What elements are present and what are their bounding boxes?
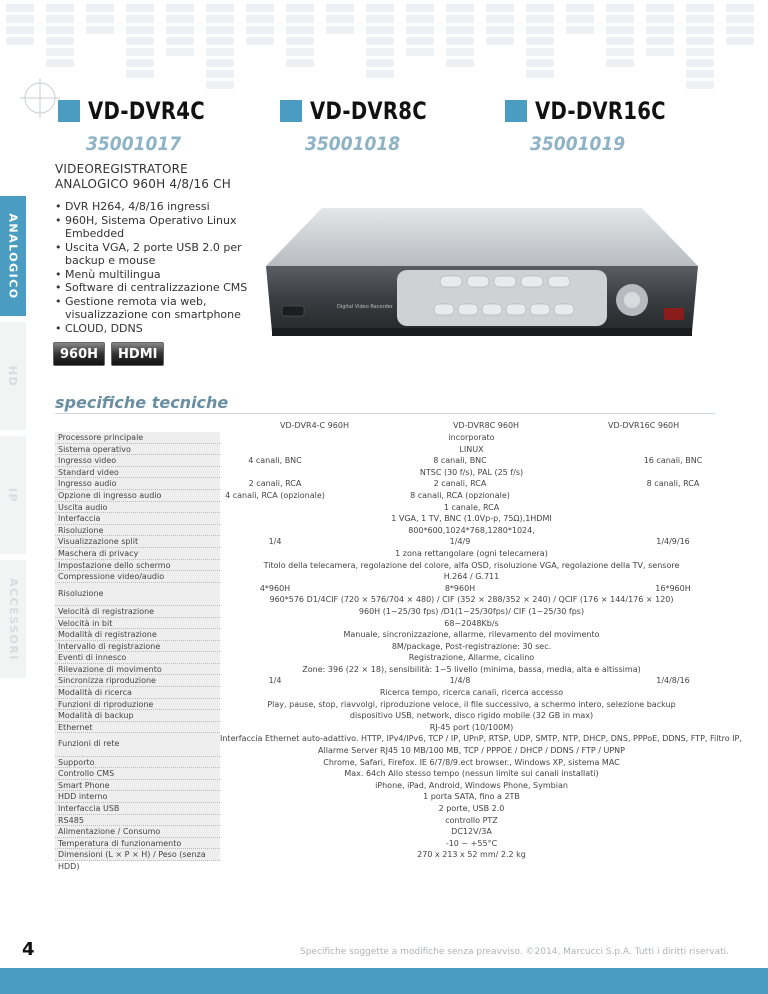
spec-value: LINUX (459, 444, 484, 454)
spec-label: Velocità in bit (55, 618, 220, 630)
spec-column-header: VD-DVR16C 960H (608, 421, 680, 430)
spec-value-cell (220, 641, 723, 653)
spec-value-cell (220, 618, 723, 630)
badge-960h: 960H (53, 342, 105, 366)
device-brand-text: Digital Video Recorder (337, 304, 393, 310)
tab-label: ACCESSORI (6, 577, 20, 661)
dvr-product-image (262, 204, 702, 344)
spec-value: 1/4 (268, 537, 282, 547)
spec-label: Impostazione dello schermo (55, 560, 220, 572)
spec-column-header: VD-DVR4-C 960H (280, 421, 349, 430)
model-name: VD-DVR16C (535, 97, 666, 125)
spec-label: Processore principale (55, 432, 220, 444)
spec-value-cell (220, 432, 723, 444)
spec-value: Allarme Server RJ45 10 MB/100 MB, TCP / PPPOE / DHCP / DDNS / FTP / UPNP (318, 746, 625, 756)
spec-row (55, 722, 723, 734)
spec-value: 960*576 D1/4CIF (720 × 576/704 × 480) / CIF (352 × 288/352 × 240) / QCIF (176 × 144/176 × 120) (269, 595, 674, 605)
spec-label: Sistema operativo (55, 444, 220, 456)
spec-heading: specifiche tecniche (55, 393, 229, 412)
spec-value-cell (220, 710, 723, 722)
spec-label: Alimentazione / Consumo (55, 826, 220, 838)
badge-hdmi: HDMI (111, 342, 164, 366)
spec-value: dispositivo USB, network, disco rigido mobile (32 GB in max) (349, 711, 594, 721)
spec-label: Compressione video/audio (55, 571, 220, 583)
spec-row (55, 490, 723, 502)
spec-value: 16 canali, BNC (643, 456, 703, 466)
divider (55, 413, 715, 414)
spec-label: Modalità di registrazione (55, 629, 220, 641)
spec-value: 1/4 (268, 676, 282, 686)
spec-row (55, 826, 723, 838)
tab-hd[interactable] (0, 322, 26, 430)
spec-label: Interfaccia USB (55, 803, 220, 815)
spec-row (55, 675, 723, 687)
spec-row (55, 478, 723, 490)
spec-label: Smart Phone (55, 780, 220, 792)
spec-value: 1/4/8/16 (656, 676, 690, 686)
tab-label: HD (6, 365, 20, 387)
spec-values (220, 478, 723, 490)
spec-label: Opzione di ingresso audio (55, 490, 220, 502)
spec-label: Controllo CMS (55, 768, 220, 780)
spec-label: Rilevazione di movimento (55, 664, 220, 676)
spec-row (55, 803, 723, 815)
spec-value: Play, pause, stop, riavvolgi, riproduzione veloce, il file successivo, a schermo intero, selezione backup (267, 699, 676, 709)
spec-row (55, 629, 723, 641)
spec-row (55, 733, 742, 756)
spec-values (220, 536, 723, 548)
spec-value-cell (220, 780, 723, 792)
spec-row (55, 444, 723, 456)
spec-row (55, 560, 723, 572)
spec-value: Registrazione, Allarme, cicalino (408, 653, 535, 663)
product-title-line: VIDEOREGISTRATORE (55, 162, 188, 176)
spec-value-cell (220, 826, 723, 838)
spec-value-cell (220, 548, 723, 560)
spec-label: Standard video (55, 467, 220, 479)
spec-value: iPhone, iPad, Android, Windows Phone, Symbian (375, 780, 568, 790)
spec-value-cell (220, 571, 723, 583)
spec-value: 1/4/9/16 (656, 537, 690, 547)
spec-value: 4*960H (259, 583, 291, 593)
spec-value: 2 canali, RCA (248, 479, 302, 489)
spec-label: Ethernet (55, 722, 220, 734)
spec-table (55, 418, 742, 871)
spec-row (55, 525, 723, 537)
spec-value-cell (220, 629, 723, 641)
spec-row (55, 687, 723, 699)
spec-value: 8*960H (444, 583, 476, 593)
spec-row (55, 513, 723, 525)
spec-label: Visualizzazione split (55, 536, 220, 548)
spec-value: Max. 64ch Allo stesso tempo (nessun limite sui canali installati) (344, 769, 599, 779)
spec-value: 270 x 213 x 52 mm/ 2.2 kg (417, 850, 526, 860)
spec-value-cell (220, 560, 723, 572)
spec-row (55, 432, 723, 444)
spec-row (55, 606, 723, 618)
spec-value: 16*960H (655, 583, 691, 593)
spec-value-cell (220, 768, 723, 780)
spec-row (55, 664, 723, 676)
feature-item: • Menù multilingua (55, 268, 275, 282)
page-number: 4 (22, 939, 35, 960)
spec-value: -10 ~ +55°C (445, 838, 498, 848)
tab-label: ANALOGICO (6, 212, 20, 300)
spec-values (220, 455, 723, 467)
product-title (55, 162, 231, 192)
spec-value-cell (220, 838, 723, 850)
spec-row (55, 699, 723, 711)
feature-item: • Uscita VGA, 2 porte USB 2.0 per backup e mouse (55, 241, 275, 268)
feature-item: • 960H, Sistema Operativo Linux Embedded (55, 214, 275, 241)
spec-values (220, 583, 723, 606)
feature-badges (53, 342, 164, 366)
spec-value: Chrome, Safari, Firefox. IE 6/7/8/9.ect browser., Windows XP, sistema MAC (323, 757, 620, 767)
spec-label: HDD interno (55, 791, 220, 803)
spec-row (55, 652, 723, 664)
spec-value-cell (220, 606, 723, 618)
spec-value-cell (220, 791, 723, 803)
model-name: VD-DVR4C (88, 97, 205, 125)
model-code: 35001019 (530, 133, 626, 155)
spec-label: Interfaccia (55, 513, 220, 525)
spec-value-cell (220, 849, 723, 861)
spec-row (55, 641, 723, 653)
spec-label: Dimensioni (L × P × H) / Peso (senza HDD) (55, 849, 220, 861)
model-code: 35001017 (86, 133, 182, 155)
spec-value: 8M/package, Post-registrazione: 30 sec. (391, 641, 552, 651)
spec-value: 2 canali, RCA (433, 479, 487, 489)
spec-label: Modalità di ricerca (55, 687, 220, 699)
feature-item: • DVR H264, 4/8/16 ingressi (55, 200, 275, 214)
spec-label: Uscita audio (55, 502, 220, 514)
spec-value: 1 porta SATA, fino a 2TB (423, 792, 520, 802)
spec-label: Funzioni di riproduzione (55, 699, 220, 711)
spec-row (55, 768, 723, 780)
spec-value-cell (220, 513, 723, 525)
spec-value: Zone: 396 (22 × 18), sensibilità: 1~5 livello (minima, bassa, media, alta e altissima) (302, 664, 641, 674)
header-pattern (0, 0, 768, 90)
spec-value: 960H (1~25/30 fps) /D1(1~25/30fps)/ CIF (1~25/30 fps) (358, 606, 585, 616)
spec-row (55, 849, 723, 871)
spec-value-cell (220, 444, 723, 456)
spec-label: Eventi di innesco (55, 652, 220, 664)
spec-value-cell (220, 502, 723, 514)
spec-value: controllo PTZ (445, 815, 498, 825)
bottom-bar (0, 968, 768, 994)
spec-label: Supporto (55, 757, 220, 769)
spec-values (220, 490, 723, 502)
model-header-4c (58, 96, 231, 126)
spec-label: Ingresso audio (55, 478, 220, 490)
spec-label: Intervallo di registrazione (55, 641, 220, 653)
spec-value: 1 canale, RCA (443, 502, 500, 512)
spec-row (55, 791, 723, 803)
product-title-line: ANALOGICO 960H 4/8/16 CH (55, 177, 231, 191)
spec-value: 1 zona rettangolare (ogni telecamera) (395, 548, 548, 558)
spec-label: Sincronizza riproduzione (55, 675, 220, 687)
spec-value-cell (220, 722, 723, 734)
spec-value: 2 porte, USB 2.0 (438, 804, 505, 813)
spec-value-cell (220, 664, 723, 676)
spec-label: Modalità di backup (55, 710, 220, 722)
spec-value-cell (220, 815, 723, 827)
spec-value: RJ-45 port (10/100M) (429, 722, 514, 732)
spec-value: 8 canali, RCA (646, 479, 700, 489)
spec-row (55, 536, 723, 548)
spec-value: 4 canali, RCA (opzionale) (225, 490, 325, 500)
spec-value-cell (220, 699, 723, 711)
spec-value-cell (220, 652, 723, 664)
spec-row (55, 710, 723, 722)
spec-value: 68~2048Kb/s (444, 618, 499, 628)
spec-value: 1/4/9 (449, 537, 471, 547)
spec-value: 1/4/8 (449, 676, 471, 686)
spec-value-cell (220, 757, 723, 769)
feature-item: • CLOUD, DDNS (55, 322, 275, 336)
spec-value: Interfaccia Ethernet auto-adattivo. HTTP, IPv4/IPv6, TCP / IP, UPnP, RTSP, UDP, SMTP, NTP, DHCP, DNS, PPPoE, DDNS, FTP, Filtro IP, (220, 734, 742, 744)
spec-column-header: VD-DVR8C 960H (453, 421, 520, 430)
spec-value: 8 canali, RCA (opzionale) (410, 490, 510, 500)
feature-list (55, 200, 275, 335)
model-marker (58, 100, 80, 122)
spec-value: Manuale, sincronizzazione, allarme, rilevamento del movimento (343, 630, 600, 640)
spec-label: Ingresso video (55, 455, 220, 467)
spec-row (55, 757, 723, 769)
spec-row (55, 780, 723, 792)
model-code: 35001018 (305, 133, 401, 155)
crosshair-icon (18, 76, 62, 120)
model-header-8c (280, 96, 453, 126)
feature-item: • Software di centralizzazione CMS (55, 281, 275, 295)
spec-values (220, 675, 723, 687)
spec-label: Velocità di registrazione (55, 606, 220, 618)
spec-label: RS485 (55, 815, 220, 827)
spec-row (55, 815, 723, 827)
spec-value-cell (220, 803, 723, 815)
spec-label: Risoluzione (55, 525, 220, 537)
spec-value: H.264 / G.711 (443, 572, 500, 582)
model-marker (505, 100, 527, 122)
tab-label: IP (6, 487, 20, 503)
spec-row (55, 571, 723, 583)
spec-value-cell (220, 733, 742, 756)
tab-accessori[interactable] (0, 560, 26, 678)
feature-item: • Gestione remota via web, visualizzazione con smartphone (55, 295, 275, 322)
model-name: VD-DVR8C (310, 97, 427, 125)
spec-row (55, 502, 723, 514)
spec-row (55, 467, 723, 479)
model-header-16c (505, 96, 695, 126)
spec-row (55, 455, 723, 467)
spec-label: Temperatura di funzionamento (55, 838, 220, 850)
spec-row (55, 583, 723, 606)
spec-value-cell (220, 467, 723, 479)
spec-label: Risoluzione (55, 583, 220, 606)
tab-ip[interactable] (0, 436, 26, 554)
spec-value: DC12V/3A (451, 827, 492, 837)
spec-value-cell (220, 525, 723, 537)
spec-label: Funzioni di rete (55, 733, 220, 756)
spec-value: 8 canali, BNC (433, 456, 487, 466)
footer-note: Specifiche soggette a modifiche senza preavviso. ©2014, Marcucci S.p.A. Tutti i diritti riservati. (300, 947, 730, 957)
spec-value: 800*600,1024*768,1280*1024, (408, 525, 535, 535)
spec-row (55, 838, 723, 850)
spec-row (55, 548, 723, 560)
spec-label: Maschera di privacy (55, 548, 220, 560)
tab-analogico[interactable] (0, 196, 26, 316)
spec-value: 1 VGA, 1 TV, BNC (1.0Vp-p, 75Ω),1HDMI (391, 514, 552, 524)
spec-value: incorporato (448, 433, 495, 442)
spec-value-cell (220, 687, 723, 699)
spec-value: Titolo della telecamera, regolazione del colore, alfa OSD, risoluzione VGA, regolazione della TV, sensore (263, 560, 680, 570)
model-marker (280, 100, 302, 122)
spec-row (55, 618, 723, 630)
spec-value: 4 canali, BNC (248, 456, 302, 466)
spec-header (55, 418, 723, 432)
spec-value: NTSC (30 f/s), PAL (25 f/s) (419, 467, 524, 477)
spec-value: Ricerca tempo, ricerca canali, ricerca accesso (379, 688, 564, 698)
